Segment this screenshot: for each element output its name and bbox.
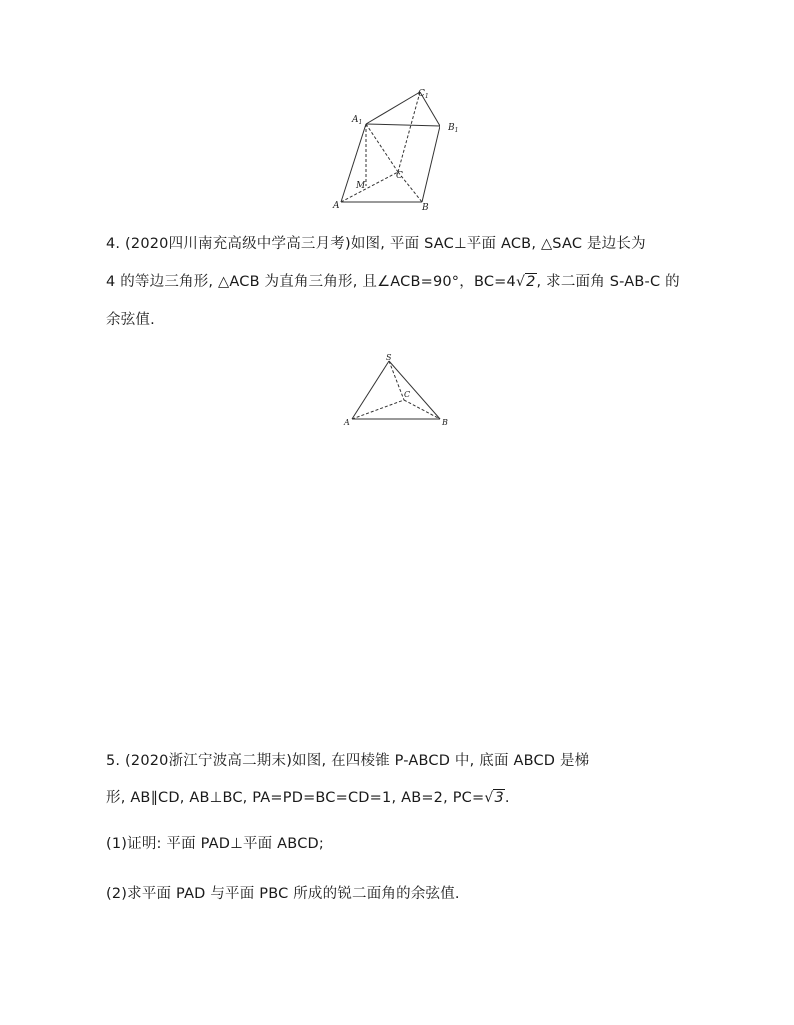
problem4-line2: 4 的等边三角形, △ACB 为直角三角形, 且∠ACB=90°，BC=4√2, 求二面角 S-AB-C 的 [106, 274, 680, 290]
problem5-line2: 形, AB∥CD, AB⊥BC, PA=PD=BC=CD=1, AB=2, PC=√3. [106, 790, 510, 806]
sqrt-3: √3 [484, 790, 504, 806]
label-m: M [356, 181, 366, 191]
label-a2: A [344, 418, 350, 427]
label-c2: C [404, 390, 411, 399]
svg-text:A1: $A_1$ [352, 115, 363, 126]
label-b: B [422, 203, 429, 213]
problem4-line1: 4. (2020四川南充高级中学高三月考)如图, 平面 SAC⊥平面 ACB, △SAC 是边长为 [106, 236, 646, 252]
label-a: A [333, 201, 340, 211]
tetrahedron-figure [342, 350, 458, 432]
label-c1: C [418, 89, 425, 99]
label-s: S [386, 353, 392, 362]
label-b2: B [442, 418, 448, 427]
problem5-part1: (1)证明: 平面 PAD⊥平面 ABCD; [106, 836, 324, 852]
label-c: C [396, 171, 403, 181]
label-b1: B [448, 123, 455, 133]
svg-text:B1: $B_1$ [448, 123, 459, 134]
sqrt-2: √2 [515, 274, 536, 290]
label-a1: A [352, 115, 359, 125]
svg-text:C1: $C_1$ [418, 89, 429, 100]
problem5-line1: 5. (2020浙江宁波高二期末)如图, 在四棱锥 P-ABCD 中, 底面 ABCD 是梯 [106, 753, 590, 769]
label-b1-wrap [448, 120, 464, 136]
prism-figure [330, 84, 440, 214]
problem4-line3: 余弦值. [106, 312, 155, 328]
problem5-part2: (2)求平面 PAD 与平面 PBC 所成的锐二面角的余弦值. [106, 886, 460, 902]
